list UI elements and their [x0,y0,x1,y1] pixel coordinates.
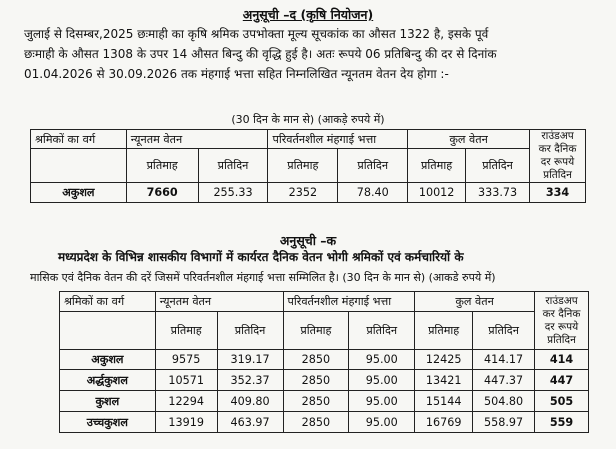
cell-min-month: 10571 [155,370,217,391]
cell-total-month: 10012 [408,183,466,203]
cell-roundup: 414 [535,350,589,370]
cell-min-day: 255.33 [198,183,268,203]
table-row [60,370,589,391]
cell-total-month: 16769 [415,412,473,433]
cell-vda-month: 2850 [283,370,349,391]
header-daily: प्रतिदिन [349,312,415,350]
cell-total-day: 558.97 [473,412,535,433]
cell-min-month: 9575 [155,350,217,370]
header-category: श्रमिकों का वर्ग [60,292,156,312]
cell-category: अर्द्धकुशल [60,370,156,391]
header-daily: प्रतिदिन [198,149,268,183]
cell-vda-day: 95.00 [349,412,415,433]
schedule-d-paragraph [24,24,599,84]
schedule-k-subtitle: मध्यप्रदेश के विभिन्न शासकीय विभागों में कार्यरत दैनिक वेतन भोगी श्रमिकों एवं कर्मचारियों के [58,250,464,264]
cell-total-day: 504.80 [473,391,535,412]
cell-roundup: 505 [535,391,589,412]
cell-vda-day: 95.00 [349,370,415,391]
header-vda: परिवर्तनशील मंहगाई भत्ता [268,130,408,149]
table-row [60,350,589,370]
header-monthly: प्रतिमाह [415,312,473,350]
header-monthly: प्रतिमाह [408,149,466,183]
schedule-k-title: अनुसूची –क [279,233,337,248]
cell-min-day: 409.80 [217,391,283,412]
paragraph-line: जुलाई से दिसम्बर,2025 छःमाही का कृषि श्रमिक उपभोक्ता मूल्य सूचकांक का औसत 1322 है, इसके पूर्व [24,27,489,41]
cell-roundup: 559 [535,412,589,433]
table-row [31,183,586,203]
header-daily: प्रतिदिन [466,149,530,183]
cell-vda-month: 2352 [268,183,338,203]
cell-roundup: 447 [535,370,589,391]
cell-total-month: 13421 [415,370,473,391]
cell-min-month: 12294 [155,391,217,412]
cell-vda-month: 2850 [283,412,349,433]
cell-vda-day: 78.40 [338,183,408,203]
cell-category: अकुशल [31,183,127,203]
schedule-d-note: (30 दिन के मान से) (आकड़े रुपये में) [231,113,385,126]
cell-min-day: 319.17 [217,350,283,370]
paragraph-line: 01.04.2026 से 30.09.2026 तक मंहगाई भत्ता सहित निम्नलिखित न्यूनतम वेतन देय होगा :- [24,67,449,81]
header-category: श्रमिकों का वर्ग [31,130,127,149]
cell-min-month: 7660 [126,183,198,203]
header-vda: परिवर्तनशील मंहगाई भत्ता [283,292,415,312]
cell-min-month: 13919 [155,412,217,433]
cell-vda-month: 2850 [283,350,349,370]
schedule-k-note: मासिक एवं दैनिक वेतन की दरें जिसमें परिवर्तनशील मंहगाई भत्ता सम्मिलित है। (30 दिन के मान से) (आकडे रुपये में) [30,271,496,284]
cell-total-day: 447.37 [473,370,535,391]
cell-category: उच्चकुशल [60,412,156,433]
header-daily: प्रतिदिन [473,312,535,350]
cell-category: कुशल [60,391,156,412]
header-monthly: प्रतिमाह [283,312,349,350]
schedule-d-title: अनुसूची –द (कृषि नियोजन) [242,7,374,22]
header-min-wage: न्यूनतम वेतन [126,130,268,149]
cell-vda-month: 2850 [283,391,349,412]
cell-total-month: 15144 [415,391,473,412]
cell-vda-day: 95.00 [349,350,415,370]
cell-total-day: 414.17 [473,350,535,370]
header-roundup: राउंडअप कर दैनिक दर रूपये प्रतिदिन [530,130,586,183]
header-blank [31,149,127,183]
header-total: कुल वेतन [408,130,530,149]
header-blank [60,312,156,350]
table-row [60,412,589,433]
cell-vda-day: 95.00 [349,391,415,412]
header-monthly: प्रतिमाह [126,149,198,183]
header-daily: प्रतिदिन [217,312,283,350]
header-total: कुल वेतन [415,292,535,312]
header-roundup: राउंडअप कर दैनिक दर रूपये प्रतिदिन [535,292,589,350]
cell-category: अकुशल [60,350,156,370]
cell-total-month: 12425 [415,350,473,370]
header-daily: प्रतिदिन [338,149,408,183]
schedule-d-wage-table [30,129,586,203]
paragraph-line: छःमाही के औसत 1308 के उपर 14 औसत बिन्दु की वृद्धि हुई है। अतः रूपये 06 प्रतिबिन्दु की दर से दिनांक [24,47,497,61]
cell-min-day: 352.37 [217,370,283,391]
header-monthly: प्रतिमाह [155,312,217,350]
cell-roundup: 334 [530,183,586,203]
header-min-wage: न्यूनतम वेतन [155,292,283,312]
schedule-k-wage-table [59,291,589,433]
header-monthly: प्रतिमाह [268,149,338,183]
cell-min-day: 463.97 [217,412,283,433]
cell-total-day: 333.73 [466,183,530,203]
table-row [60,391,589,412]
